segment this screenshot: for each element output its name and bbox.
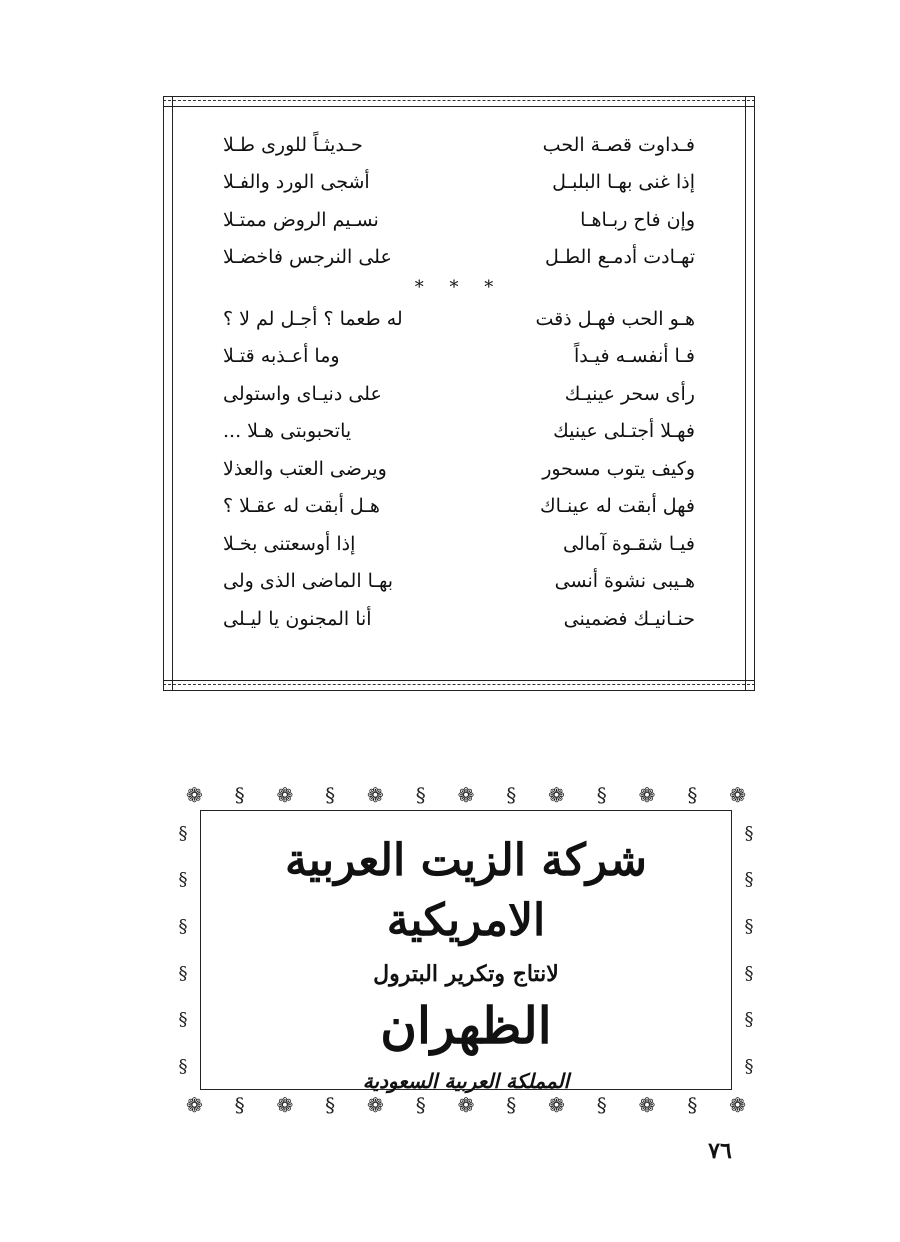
poem-bottom-rule: [163, 680, 755, 691]
page-number: ٧٦: [708, 1138, 732, 1164]
flower-ornament-icon: ❁: [185, 1093, 203, 1117]
scroll-ornament-icon: §: [178, 869, 188, 891]
scroll-ornament-icon: §: [687, 1093, 698, 1117]
scroll-ornament-icon: §: [415, 1093, 426, 1117]
verse-first-half: وإن فاح ربـاهـا: [580, 208, 695, 231]
flower-ornament-icon: ❁: [638, 1093, 656, 1117]
verse: [223, 164, 695, 202]
poem-top-rule: [163, 96, 755, 107]
verse-first-half: وكيف يتوب مسحور: [542, 457, 695, 480]
verse-second-half: على النرجس فاخضـلا: [223, 246, 392, 269]
verse: [223, 413, 695, 451]
flower-ornament-icon: ❁: [367, 1093, 384, 1117]
scroll-ornament-icon: §: [234, 1093, 245, 1117]
verse: [223, 450, 695, 488]
verse-second-half: بهـا الماضى الذى ولى: [223, 570, 394, 593]
verse-first-half: حنـانيـك فضمينى: [563, 607, 695, 630]
flower-ornament-icon: ❁: [729, 1093, 746, 1117]
scroll-ornament-icon: §: [744, 869, 754, 891]
advertisement: [170, 780, 762, 1120]
poem-left-rule: [163, 96, 173, 691]
verse: [223, 375, 695, 413]
flower-ornament-icon: ❁: [729, 783, 746, 807]
verse-second-half: إذا أوسعتنى بخـلا: [223, 532, 356, 555]
company-tagline: لانتاج وتكرير البترول: [373, 961, 559, 987]
verse: [223, 338, 695, 376]
verse-first-half: فيـا شقـوة آمالى: [563, 532, 695, 555]
verse-second-half: ياتحبوبتى هـلا ...: [223, 420, 352, 443]
verse: [223, 488, 695, 526]
scroll-ornament-icon: §: [744, 916, 754, 938]
flower-ornament-icon: ❁: [457, 1093, 475, 1117]
ornament-border-right: [736, 810, 762, 1090]
scroll-ornament-icon: §: [687, 783, 698, 807]
verse: [223, 600, 695, 638]
verse-first-half: هـو الحب فهـل ذقت: [535, 307, 695, 330]
flower-ornament-icon: ❁: [276, 783, 294, 807]
scroll-ornament-icon: §: [325, 783, 336, 807]
ornament-border-left: [170, 810, 196, 1090]
verse-first-half: فـداوت قصـة الحب: [542, 133, 695, 156]
verse: [223, 525, 695, 563]
stanza-divider: * * *: [414, 277, 504, 298]
flower-ornament-icon: ❁: [276, 1093, 294, 1117]
company-name: شركة الزيت العربية الامريكية: [285, 835, 647, 946]
advertisement-content: [200, 810, 732, 1093]
flower-ornament-icon: ❁: [185, 783, 203, 807]
verse-second-half: وما أعـذبه قتـلا: [223, 345, 340, 368]
scroll-ornament-icon: §: [178, 822, 188, 844]
flower-ornament-icon: ❁: [548, 1093, 565, 1117]
verse-first-half: فهـلا أجتـلى عينيك: [553, 420, 695, 443]
ornament-border-top: [170, 780, 762, 810]
verse: [223, 126, 695, 164]
scroll-ornament-icon: §: [415, 783, 426, 807]
poem-body: [223, 126, 695, 638]
verse-first-half: هـيبى نشوة أنسى: [554, 570, 695, 593]
verse: [223, 201, 695, 239]
scroll-ornament-icon: §: [178, 1009, 188, 1031]
company-city: الظهران: [380, 996, 552, 1055]
scroll-ornament-icon: §: [506, 1093, 517, 1117]
verse-second-half: حـديثـاً للورى طـلا: [223, 133, 363, 156]
verse: [223, 300, 695, 338]
verse-first-half: تهـادت أدمـع الطـل: [544, 246, 695, 269]
scroll-ornament-icon: §: [506, 783, 517, 807]
verse-first-half: فـا أنفسـه فيـداً: [573, 345, 695, 368]
scroll-ornament-icon: §: [744, 962, 754, 984]
scroll-ornament-icon: §: [178, 1056, 188, 1078]
verse-second-half: له طعما ؟ أجـل لم لا ؟: [223, 307, 403, 330]
scroll-ornament-icon: §: [744, 1056, 754, 1078]
verse-first-half: رأى سحر عينيـك: [564, 382, 695, 405]
verse-second-half: هـل أبقت له عقـلا ؟: [223, 495, 380, 518]
scroll-ornament-icon: §: [234, 783, 245, 807]
company-country: المملكة العربية السعودية: [362, 1069, 570, 1093]
verse: [223, 563, 695, 601]
scroll-ornament-icon: §: [178, 962, 188, 984]
poem-right-rule: [745, 96, 755, 691]
verse-second-half: نسـيم الروض ممتـلا: [223, 208, 379, 231]
scroll-ornament-icon: §: [744, 822, 754, 844]
verse-first-half: إذا غنى بهـا البلبـل: [552, 171, 695, 194]
verse-second-half: ويرضى العتب والعذلا: [223, 457, 387, 480]
scroll-ornament-icon: §: [325, 1093, 336, 1117]
flower-ornament-icon: ❁: [367, 783, 384, 807]
verse-first-half: فهل أبقت له عينـاك: [540, 495, 695, 518]
verse: [223, 239, 695, 277]
verse-second-half: على دنيـاى واستولى: [223, 382, 382, 405]
scroll-ornament-icon: §: [744, 1009, 754, 1031]
flower-ornament-icon: ❁: [638, 783, 656, 807]
verse-second-half: أنا المجنون يا ليـلى: [223, 607, 372, 630]
verse-second-half: أشجى الورد والفـلا: [223, 171, 370, 194]
scroll-ornament-icon: §: [596, 783, 607, 807]
ornament-border-bottom: [170, 1090, 762, 1120]
flower-ornament-icon: ❁: [457, 783, 475, 807]
poem-frame: [163, 96, 755, 691]
scroll-ornament-icon: §: [178, 916, 188, 938]
flower-ornament-icon: ❁: [548, 783, 565, 807]
scroll-ornament-icon: §: [596, 1093, 607, 1117]
